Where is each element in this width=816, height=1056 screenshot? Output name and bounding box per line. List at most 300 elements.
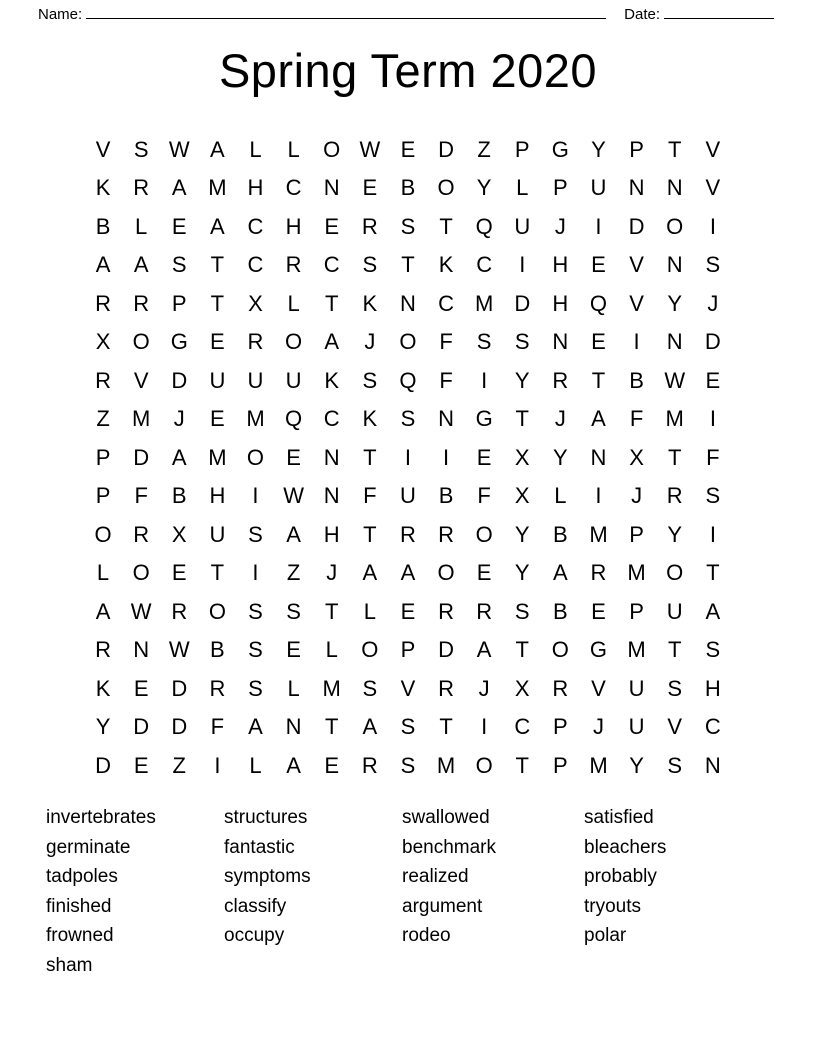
grid-cell: S [400, 752, 416, 778]
grid-cell: S [705, 637, 721, 663]
name-write-line [86, 4, 606, 19]
grid-cell: G [551, 136, 569, 162]
grid-cell: J [326, 560, 338, 586]
grid-cell: A [324, 329, 340, 355]
grid-cell: N [323, 444, 340, 470]
grid-cell: M [589, 521, 608, 547]
grid-cell: K [324, 367, 340, 393]
word-item: fantastic [224, 836, 295, 858]
grid-cell: O [399, 329, 417, 355]
grid-cell: P [553, 752, 568, 778]
grid-cell: D [133, 444, 150, 470]
grid-cell: I [519, 252, 526, 278]
grid-cell: S [400, 213, 416, 239]
grid-cell: X [514, 444, 530, 470]
grid-cell: T [363, 521, 377, 547]
grid-cell: R [285, 252, 302, 278]
grid-cell: R [361, 752, 378, 778]
word-list-column [402, 803, 584, 980]
grid-cell: R [552, 675, 569, 701]
word-item: frowned [46, 925, 114, 947]
grid-cell: O [437, 175, 455, 201]
grid-cell: B [553, 521, 568, 547]
grid-cell: S [667, 675, 683, 701]
grid-cell: M [627, 560, 646, 586]
grid-cell: J [554, 213, 566, 239]
word-item: satisfied [584, 807, 654, 829]
grid-cell: U [628, 714, 645, 740]
grid-cell: E [133, 675, 149, 701]
grid-cell: P [553, 714, 568, 740]
grid-cell: R [590, 560, 607, 586]
grid-cell: B [95, 213, 111, 239]
word-item: probably [584, 866, 657, 888]
grid-cell: T [363, 444, 377, 470]
word-list-column [46, 803, 224, 980]
grid-row [84, 400, 732, 439]
grid-cell: I [481, 367, 488, 393]
grid-cell: S [667, 752, 683, 778]
grid-cell: O [208, 598, 226, 624]
grid-cell: I [709, 406, 716, 432]
grid-cell: O [132, 560, 150, 586]
grid-cell: L [287, 675, 300, 701]
grid-cell: A [95, 598, 111, 624]
word-item: rodeo [402, 925, 451, 947]
grid-cell: N [133, 637, 150, 663]
grid-cell: X [95, 329, 111, 355]
grid-cell: R [95, 367, 111, 393]
grid-cell: S [705, 252, 721, 278]
grid-row [84, 323, 732, 362]
grid-cell: R [666, 483, 683, 509]
grid-cell: R [95, 290, 111, 316]
grid-cell: C [323, 406, 340, 432]
grid-cell: A [248, 714, 263, 740]
grid-cell: P [553, 175, 568, 201]
grid-cell: S [476, 329, 492, 355]
grid-cell: S [705, 483, 721, 509]
grid-cell: C [514, 714, 531, 740]
word-item: finished [46, 895, 112, 917]
grid-cell: D [171, 714, 188, 740]
grid-cell: E [210, 329, 225, 355]
grid-cell: J [707, 290, 719, 316]
grid-cell: U [209, 521, 226, 547]
grid-cell: N [666, 175, 683, 201]
grid-cell: F [439, 329, 453, 355]
word-list-column [584, 803, 764, 980]
grid-cell: O [246, 444, 265, 470]
grid-cell: E [286, 444, 301, 470]
grid-cell: I [442, 444, 450, 470]
grid-cell: T [667, 136, 682, 162]
grid-cell: N [323, 483, 340, 509]
grid-cell: Y [667, 521, 683, 547]
grid-cell: E [476, 444, 492, 470]
grid-cell: E [476, 560, 492, 586]
grid-cell: A [286, 521, 301, 547]
grid-cell: M [665, 406, 684, 432]
word-item: sham [46, 954, 93, 976]
grid-cell: M [208, 175, 227, 201]
grid-cell: V [629, 252, 644, 278]
grid-cell: R [438, 598, 454, 624]
grid-cell: Z [477, 136, 491, 162]
grid-cell: T [401, 252, 415, 278]
grid-cell: H [704, 675, 721, 701]
grid-cell: R [133, 290, 150, 316]
grid-cell: Y [667, 290, 683, 316]
grid-cell: B [553, 598, 568, 624]
grid-cell: E [171, 213, 187, 239]
grid-row [84, 285, 732, 324]
grid-row [84, 747, 732, 786]
grid-cell: V [591, 675, 606, 701]
grid-cell: S [133, 136, 149, 162]
grid-cell: O [437, 560, 455, 586]
grid-row [84, 439, 732, 478]
grid-cell: A [171, 175, 187, 201]
grid-cell: Y [514, 560, 530, 586]
grid-cell: R [438, 675, 454, 701]
grid-cell: L [325, 637, 338, 663]
grid-cell: E [324, 752, 340, 778]
word-list [46, 803, 786, 980]
grid-cell: V [133, 367, 149, 393]
name-label: Name: [38, 6, 83, 23]
grid-cell: L [287, 290, 300, 316]
grid-cell: U [285, 367, 302, 393]
word-item: invertebrates [46, 807, 156, 829]
word-item: occupy [224, 925, 285, 947]
grid-cell: A [286, 752, 301, 778]
grid-row [84, 631, 732, 670]
grid-cell: L [287, 136, 300, 162]
grid-cell: C [247, 252, 264, 278]
grid-row [84, 246, 732, 285]
grid-cell: D [171, 367, 188, 393]
grid-cell: Y [591, 136, 606, 162]
grid-cell: P [629, 136, 644, 162]
grid-cell: S [362, 252, 378, 278]
grid-cell: O [361, 637, 379, 663]
grid-cell: E [286, 637, 301, 663]
grid-cell: D [133, 714, 150, 740]
grid-cell: S [362, 367, 378, 393]
grid-cell: O [94, 521, 112, 547]
grid-cell: E [591, 252, 606, 278]
grid-cell: U [628, 675, 645, 701]
grid-cell: I [709, 521, 716, 547]
word-item: argument [402, 895, 483, 917]
grid-cell: X [514, 675, 530, 701]
grid-row [84, 593, 732, 632]
grid-cell: Y [476, 175, 492, 201]
grid-cell: X [514, 483, 530, 509]
grid-cell: F [134, 483, 148, 509]
grid-cell: S [286, 598, 301, 624]
grid-cell: I [595, 483, 602, 509]
word-item: bleachers [584, 836, 667, 858]
grid-cell: W [359, 136, 381, 162]
grid-cell: J [592, 714, 604, 740]
grid-cell: S [514, 329, 530, 355]
grid-cell: Y [95, 714, 111, 740]
grid-cell: R [95, 637, 111, 663]
grid-cell: F [363, 483, 377, 509]
grid-cell: M [132, 406, 151, 432]
grid-cell: F [439, 367, 453, 393]
grid-cell: L [249, 136, 262, 162]
word-item: germinate [46, 836, 131, 858]
grid-cell: L [135, 213, 148, 239]
grid-cell: K [362, 290, 378, 316]
grid-cell: E [400, 136, 416, 162]
grid-cell: I [633, 329, 640, 355]
grid-cell: Y [553, 444, 568, 470]
grid-cell: S [400, 714, 416, 740]
grid-cell: K [438, 252, 454, 278]
grid-cell: C [476, 252, 493, 278]
grid-cell: Y [514, 521, 530, 547]
word-item: realized [402, 866, 469, 888]
grid-cell: I [252, 560, 259, 586]
grid-cell: N [323, 175, 340, 201]
word-item: swallowed [402, 807, 490, 829]
grid-cell: V [667, 714, 683, 740]
grid-cell: E [210, 406, 225, 432]
grid-cell: H [285, 213, 302, 239]
grid-cell: T [210, 560, 225, 586]
grid-row [84, 131, 732, 170]
grid-cell: P [629, 521, 644, 547]
grid-row [84, 362, 732, 401]
grid-cell: U [666, 598, 683, 624]
grid-cell: I [481, 714, 488, 740]
grid-cell: R [171, 598, 188, 624]
grid-cell: M [589, 752, 608, 778]
grid-cell: Q [399, 367, 417, 393]
grid-cell: R [552, 367, 569, 393]
date-write-line [664, 4, 774, 19]
grid-cell: B [210, 637, 225, 663]
grid-cell: T [591, 367, 606, 393]
grid-cell: F [210, 714, 225, 740]
grid-cell: J [478, 675, 490, 701]
grid-cell: Q [285, 406, 303, 432]
grid-cell: A [362, 560, 378, 586]
grid-cell: V [629, 290, 644, 316]
date-label: Date: [624, 6, 660, 23]
grid-cell: U [209, 367, 226, 393]
grid-cell: B [629, 367, 644, 393]
grid-cell: O [551, 637, 569, 663]
word-item: polar [584, 925, 627, 947]
grid-cell: T [324, 290, 339, 316]
grid-cell: V [95, 136, 111, 162]
grid-cell: E [362, 175, 378, 201]
grid-cell: A [362, 714, 378, 740]
grid-cell: P [514, 136, 530, 162]
grid-cell: E [591, 329, 606, 355]
page-title: Spring Term 2020 [218, 44, 598, 97]
grid-cell: P [95, 444, 111, 470]
grid-cell: N [666, 329, 683, 355]
grid-cell: L [554, 483, 567, 509]
grid-cell: N [438, 406, 454, 432]
grid-cell: D [628, 213, 645, 239]
grid-cell: P [171, 290, 187, 316]
grid-cell: H [209, 483, 226, 509]
grid-cell: V [705, 136, 721, 162]
grid-cell: I [214, 752, 221, 778]
grid-cell: E [324, 213, 340, 239]
grid-cell: W [168, 637, 190, 663]
grid-cell: R [133, 175, 150, 201]
grid-row [84, 670, 732, 709]
grid-cell: I [595, 213, 602, 239]
grid-cell: T [210, 252, 225, 278]
grid-cell: A [133, 252, 149, 278]
grid-cell: C [285, 175, 302, 201]
grid-cell: R [133, 521, 150, 547]
grid-cell: U [514, 213, 531, 239]
grid-cell: R [209, 675, 226, 701]
grid-cell: W [130, 598, 152, 624]
grid-row [84, 208, 732, 247]
grid-cell: S [248, 637, 263, 663]
grid-cell: X [248, 290, 263, 316]
grid-cell: X [171, 521, 187, 547]
grid-cell: T [210, 290, 225, 316]
grid-cell: R [476, 598, 493, 624]
word-item: structures [224, 807, 308, 829]
header [38, 0, 778, 23]
grid-cell: F [629, 406, 644, 432]
grid-cell: P [95, 483, 111, 509]
grid-cell: T [515, 637, 529, 663]
word-item: tryouts [584, 895, 642, 917]
grid-cell: C [247, 213, 264, 239]
word-item: symptoms [224, 866, 311, 888]
grid-cell: T [667, 637, 682, 663]
grid-cell: D [704, 329, 721, 355]
grid-cell: L [96, 560, 110, 586]
grid-cell: U [399, 483, 416, 509]
grid-cell: S [248, 521, 263, 547]
grid-cell: J [364, 329, 376, 355]
grid-cell: C [323, 252, 340, 278]
grid-cell: J [631, 483, 643, 509]
grid-cell: Q [475, 213, 493, 239]
grid-cell: Z [286, 560, 301, 586]
grid-cell: A [210, 213, 225, 239]
grid-cell: M [627, 637, 646, 663]
grid-cell: Q [589, 290, 608, 316]
grid-cell: M [436, 752, 456, 778]
word-item: benchmark [402, 836, 496, 858]
grid-cell: S [248, 598, 263, 624]
grid-cell: V [705, 175, 721, 201]
grid-cell: W [283, 483, 304, 509]
grid-cell: N [666, 252, 683, 278]
grid-cell: A [553, 560, 568, 586]
grid-cell: T [515, 752, 529, 778]
grid-cell: D [95, 752, 111, 778]
grid-cell: Y [629, 752, 644, 778]
grid-cell: A [400, 560, 416, 586]
grid-cell: W [664, 367, 686, 393]
grid-cell: J [554, 406, 566, 432]
grid-cell: G [170, 329, 188, 355]
grid-cell: E [591, 598, 606, 624]
grid-cell: O [666, 560, 684, 586]
grid-cell: T [324, 714, 339, 740]
grid-cell: B [438, 483, 454, 509]
grid-row [84, 169, 732, 208]
grid-cell: L [363, 598, 376, 624]
grid-cell: K [95, 175, 111, 201]
grid-cell: U [590, 175, 607, 201]
grid-cell: D [438, 136, 454, 162]
grid-cell: H [552, 290, 569, 316]
grid-cell: T [439, 213, 453, 239]
word-search-grid [84, 131, 732, 786]
grid-cell: L [516, 175, 529, 201]
grid-cell: H [552, 252, 569, 278]
word-item: classify [224, 895, 287, 917]
grid-cell: S [400, 406, 416, 432]
grid-cell: G [589, 637, 608, 663]
grid-cell: E [171, 560, 187, 586]
grid-cell: L [249, 752, 262, 778]
grid-cell: R [247, 329, 264, 355]
grid-cell: J [173, 406, 185, 432]
grid-cell: E [400, 598, 416, 624]
grid-cell: I [404, 444, 411, 470]
grid-cell: D [438, 637, 454, 663]
grid-body [84, 131, 732, 786]
grid-cell: M [208, 444, 227, 470]
word-list-column [224, 803, 402, 980]
grid-cell: N [399, 290, 416, 316]
grid-cell: W [168, 136, 190, 162]
grid-cell: N [552, 329, 569, 355]
grid-cell: P [400, 637, 416, 663]
grid-cell: K [95, 675, 111, 701]
grid-row [84, 554, 732, 593]
grid-cell: U [247, 367, 264, 393]
grid-cell: M [474, 290, 494, 316]
grid-cell: H [323, 521, 340, 547]
grid-cell: O [666, 213, 684, 239]
grid-cell: O [475, 752, 493, 778]
grid-cell: N [704, 752, 721, 778]
grid-cell: N [590, 444, 607, 470]
grid-cell: O [132, 329, 150, 355]
grid-cell: S [248, 675, 263, 701]
grid-cell: G [475, 406, 493, 432]
grid-cell: T [706, 560, 720, 586]
grid-cell: M [246, 406, 265, 432]
grid-cell: O [285, 329, 303, 355]
grid-cell: I [709, 213, 716, 239]
grid-cell: A [95, 252, 111, 278]
grid-cell: A [210, 136, 225, 162]
grid-cell: A [476, 637, 492, 663]
grid-cell: V [400, 675, 416, 701]
